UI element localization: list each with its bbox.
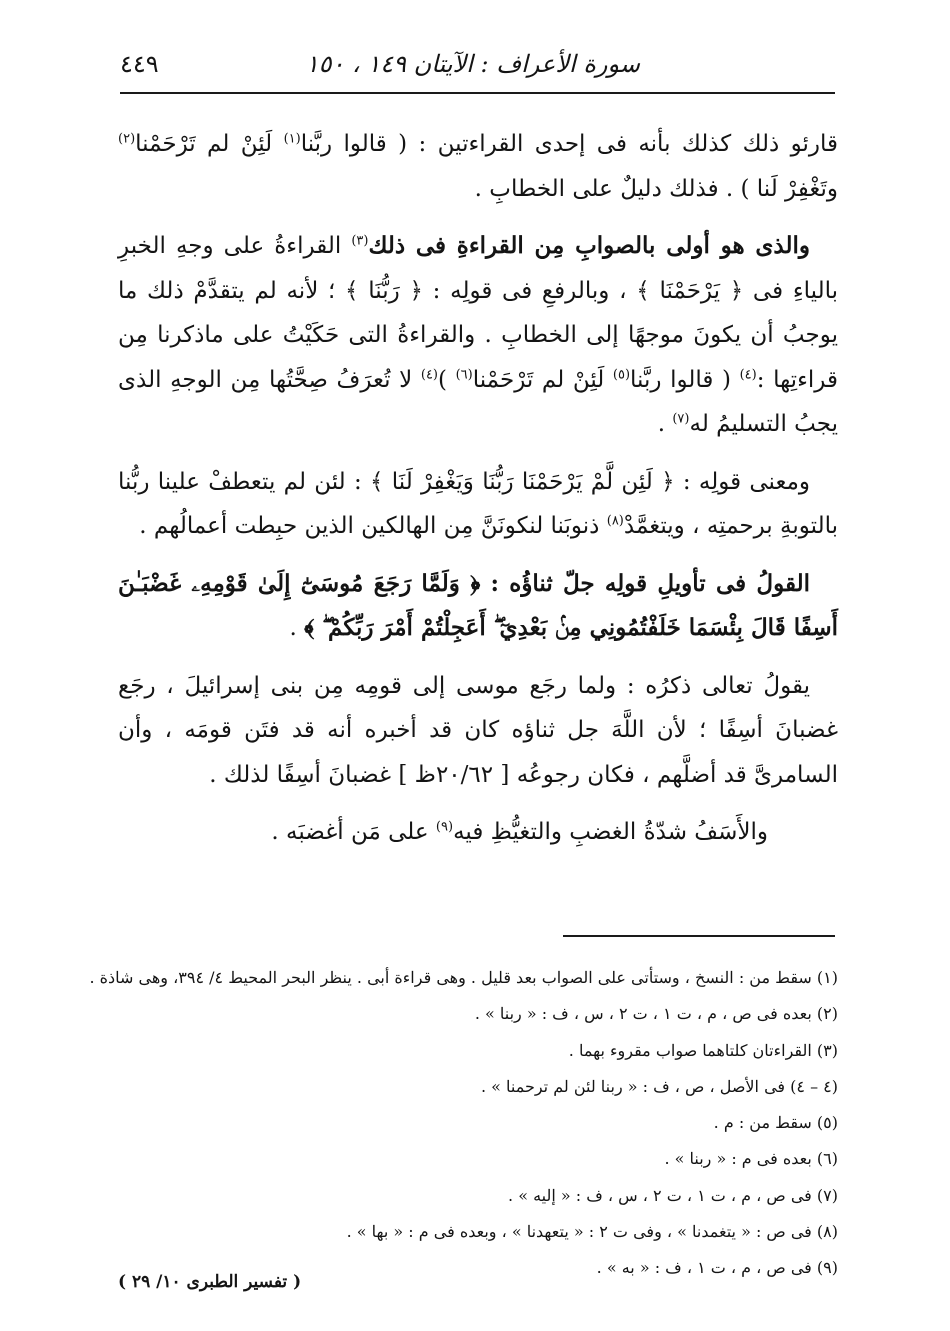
footnote-6: (٦) بعده فى م : « ربنا » .	[664, 1149, 838, 1169]
footnote-7: (٧) فى ص ، م ، ت ١ ، ت ٢ ، س ، ف : « إليه » .	[508, 1185, 838, 1205]
page-number: ٤٤٩	[120, 50, 159, 78]
section-heading: القولُ فى تأويلِ قولِه جلّ ثناؤُه :	[490, 569, 810, 597]
paragraph-2: والذى هو أولى بالصوابِ مِن القراءةِ فى ذلك$^{(٣)}$ القراءةُ على وجهِ الخبرِ بالياءِ فى ﴿ يَرْحَمْنَا ﴾ ، وبالرفعِ فى قولِه : ﴿ رَبُّنَا ﴾ ؛ لأنه لم يتقدَّمْ ذلك ما يوجبُ أن يكونَ موجهًا إلى الخطابِ . والقراءةُ التى حَكَيْتُ على ماذكرنا مِن قراءتِها :$^{(٤)}$ ( قالوا ربَّنا$^{(٥)}$ لَئِنْ لم تَرْحَمْنا$^{(٦)}$ )$^{(٤)}$ لا تُعرَفُ صِحَّتُها مِن الوجهِ الذى يجبُ التسليمُ له$^{(٧)}$ .	[118, 232, 838, 437]
footnote-ref-2: (٢)	[118, 131, 136, 147]
paragraph-1: قارئو ذلك كذلك بأنه فى إحدى القراءتين : ( قالوا ربَّنا$^{(١)}$ لَئِنْ لم تَرْحَمْنا$^{(٢)}$ وتَغْفِرْ لَنا ) . فذلك دليلٌ على الخطابِ .	[118, 131, 838, 202]
footnote-separator	[563, 935, 835, 937]
footnote-ref-4a: (٤)	[739, 366, 757, 382]
footnote-ref-5: (٥)	[612, 366, 631, 382]
section-lead: والذى هو أولى بالصوابِ مِن القراءةِ فى ذلك	[368, 232, 810, 259]
footnote-4: (٤ – ٤) فى الأصل ، ص ، ف : « ربنا لئن لم ترحمنا » .	[480, 1076, 838, 1096]
footnote-5: (٥) سقط من : م .	[713, 1113, 838, 1133]
footnote-ref-4b: (٤)	[420, 366, 438, 382]
footnote-8: (٨) فى ص : « يتغمدنا » ، وفى ت ٢ : « يتعهدنا » ، وبعده فى م : « بها » .	[346, 1222, 838, 1242]
footnote-ref-3: (٣)	[351, 233, 369, 249]
footnote-9: (٩) فى ص ، م ، ت ١ ، ف : « به » .	[596, 1258, 838, 1278]
main-text	[118, 122, 838, 868]
footnotes	[89, 960, 838, 1287]
footnote-1: (١) سقط من : النسخ ، وستأتى على الصواب بعد قليل . وهى قراءة أبى . ينظر البحر المحيط ٤/ ٣٩٤، وهى شاذة .	[89, 968, 838, 987]
volume-footer: ( تفسير الطبرى ١٠/ ٢٩ )	[118, 1272, 302, 1292]
footnote-ref-8: (٨)	[606, 513, 624, 529]
paragraph-4: القولُ فى تأويلِ قولِه جلّ ثناؤُه : ﴿ وَلَمَّا رَجَعَ مُوسَىٰٓ إِلَىٰ قَوْمِهِۦ غَضْبَـٰنَ أَسِفًا قَالَ بِئْسَمَا خَلَفْتُمُونِي مِنۢ بَعْدِيٓ ۖ أَعَجِلْتُمْ أَمْرَ رَبِّكُمْ ۖ ﴾ .	[118, 569, 838, 641]
paragraph-6: والأَسَفُ شدّةُ الغضبِ والتغيُّظِ فيه$^{(٩)}$ على مَن أغضبَه .	[271, 819, 768, 845]
footnote-2: (٢) بعده فى ص ، م ، ت ١ ، ت ٢ ، س ، ف : « ربنا » .	[474, 1004, 838, 1024]
footnote-ref-6: (٦)	[455, 366, 473, 382]
footnote-3: (٣) القراءتان كلتاهما صواب مقروء بهما .	[568, 1040, 838, 1060]
footnote-ref-1: (١)	[283, 131, 301, 147]
footnote-ref-9: (٩)	[435, 819, 454, 835]
paragraph-5: يقولُ تعالى ذكرُه : ولما رجَع موسى إلى قومِه مِن بنى إسرائيلَ ، رجَع غضبانَ أسِفًا ؛ لأن اللَّهَ جل ثناؤه كان قد أخبره أنه قد فتَن قومَه ، وأن السامرىَّ قد أضلَّهم ، فكان رجوعُه [ ٢٠/٦٢ظ ] غضبانَ أسِفًا لذلك .	[118, 672, 838, 788]
paragraph-3: ومعنى قولِه : ﴿ لَئِن لَّمْ يَرْحَمْنَا رَبُّنَا وَيَغْفِرْ لَنَا ﴾ : لئن لم يتعطفْ علينا ربُّنا بالتوبةِ برحمتِه ، ويتغمَّدْ$^{(٨)}$ ذنوبَنا لنكونَنَّ مِن الهالكين الذين حبِطت أعمالُهم .	[118, 468, 838, 539]
quran-verse: ﴿ وَلَمَّا رَجَعَ مُوسَىٰٓ إِلَىٰ قَوْمِهِۦ غَضْبَـٰنَ أَسِفًا قَالَ بِئْسَمَا خَلَفْتُمُونِي مِنۢ بَعْدِيٓ ۖ أَعَجِلْتُمْ أَمْرَ رَبِّكُمْ ۖ ﴾	[118, 569, 838, 641]
header-title: سورة الأعراف : الآيتان ١٤٩ ، ١٥٠	[305, 50, 640, 78]
footnote-ref-7: (٧)	[672, 411, 690, 427]
running-header	[120, 48, 835, 94]
